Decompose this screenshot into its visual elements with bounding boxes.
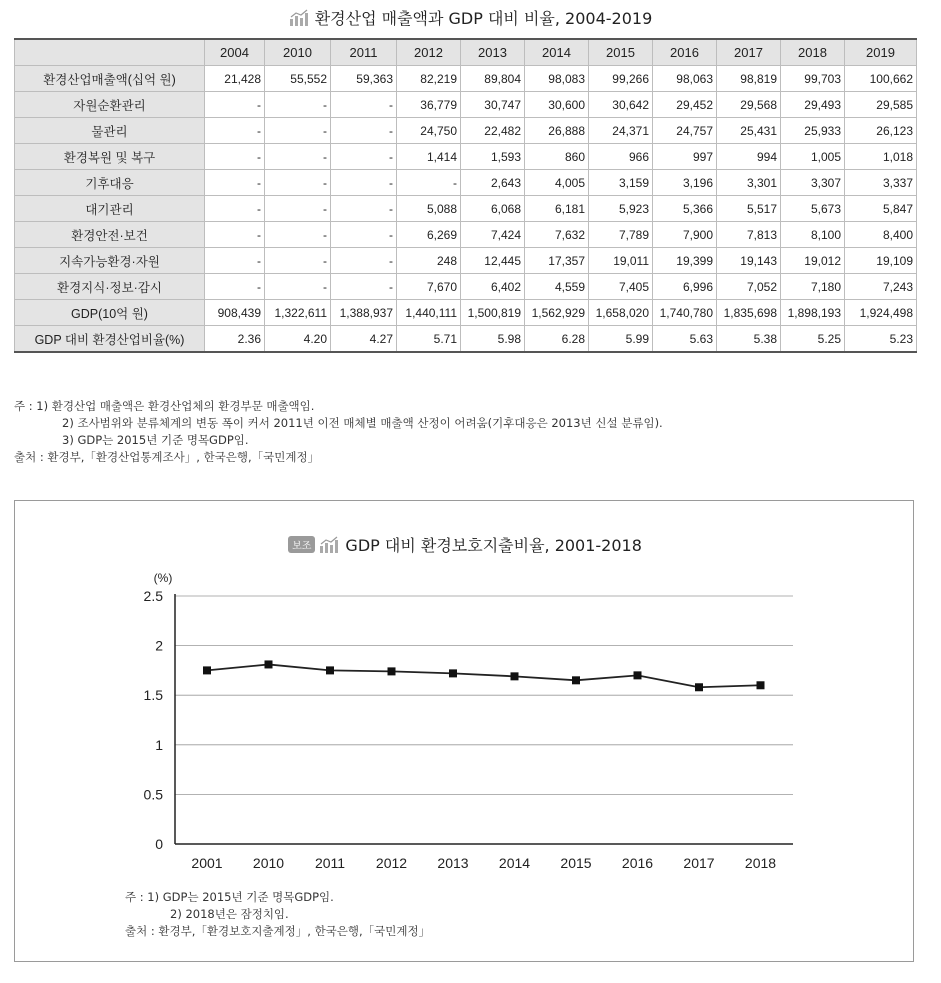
table-cell: 6,402 [461, 274, 525, 300]
table-cell: 6,996 [653, 274, 717, 300]
data-point [695, 683, 703, 691]
table-cell: 8,100 [781, 222, 845, 248]
row-label: 환경안전·보건 [15, 222, 205, 248]
table-cell: 1,322,611 [265, 300, 331, 326]
table-cell: - [331, 144, 397, 170]
data-point [511, 672, 519, 680]
row-label: GDP(10억 원) [15, 300, 205, 326]
table-cell: 7,670 [397, 274, 461, 300]
data-point [757, 681, 765, 689]
chart-note-line-2: 2) 2018년은 잠정치임. [170, 907, 289, 921]
table-cell: 30,642 [589, 92, 653, 118]
table-cell: 7,632 [525, 222, 589, 248]
series-line [207, 664, 761, 687]
table-cell: 1,740,780 [653, 300, 717, 326]
table-cell: 29,452 [653, 92, 717, 118]
table-cell: 30,747 [461, 92, 525, 118]
header-corner [15, 39, 205, 66]
row-label: 대기관리 [15, 196, 205, 222]
table-row [15, 92, 917, 118]
table-cell: 5,923 [589, 196, 653, 222]
table-cell: 2.36 [205, 326, 265, 353]
table-cell: 4,005 [525, 170, 589, 196]
table-cell: 5,517 [717, 196, 781, 222]
aux-badge: 보조 [288, 536, 315, 553]
table-notes [14, 398, 914, 466]
table-title [0, 6, 941, 31]
table-cell: 29,568 [717, 92, 781, 118]
header-year: 2018 [781, 39, 845, 66]
table-cell: - [331, 92, 397, 118]
header-year: 2004 [205, 39, 265, 66]
y-tick-label: 2 [155, 637, 163, 654]
table-cell: 19,143 [717, 248, 781, 274]
row-label: GDP 대비 환경산업비율(%) [15, 326, 205, 353]
table-cell: - [205, 196, 265, 222]
y-axis-unit: (%) [153, 571, 173, 585]
table-cell: - [265, 274, 331, 300]
x-tick-label: 2018 [744, 855, 777, 871]
table-cell: - [205, 222, 265, 248]
table-cell: 7,052 [717, 274, 781, 300]
table-row [15, 118, 917, 144]
table-cell: 7,900 [653, 222, 717, 248]
table-cell: - [331, 170, 397, 196]
y-tick-label: 0.5 [143, 786, 163, 803]
table-cell: 6,269 [397, 222, 461, 248]
table-cell: 1,414 [397, 144, 461, 170]
row-label: 환경복원 및 복구 [15, 144, 205, 170]
table-cell: 19,012 [781, 248, 845, 274]
row-label: 지속가능환경·자원 [15, 248, 205, 274]
x-tick-label: 2015 [560, 855, 592, 871]
table-cell: - [331, 222, 397, 248]
table-cell: 98,063 [653, 66, 717, 92]
table-cell: - [265, 248, 331, 274]
table-cell: 17,357 [525, 248, 589, 274]
data-point [265, 660, 273, 668]
table-cell: 3,307 [781, 170, 845, 196]
table-cell: 1,018 [845, 144, 917, 170]
header-year: 2014 [525, 39, 589, 66]
chart-note-source: 출처 : 환경부,「환경보호지출계정」, 한국은행,「국민계정」 [125, 924, 431, 938]
table-cell: 5.38 [717, 326, 781, 353]
row-label: 환경산업매출액(십억 원) [15, 66, 205, 92]
note-line-1: 주 : 1) 환경산업 매출액은 환경산업체의 환경부문 매출액임. [14, 399, 315, 413]
table-cell: 4,559 [525, 274, 589, 300]
header-year: 2017 [717, 39, 781, 66]
header-year: 2012 [397, 39, 461, 66]
table-cell: 8,400 [845, 222, 917, 248]
table-cell: 5.25 [781, 326, 845, 353]
table-cell: 7,424 [461, 222, 525, 248]
table-cell: 3,196 [653, 170, 717, 196]
data-point [634, 671, 642, 679]
table-cell: 24,757 [653, 118, 717, 144]
table-cell: 4.20 [265, 326, 331, 353]
table-cell: 22,482 [461, 118, 525, 144]
table-cell: 7,789 [589, 222, 653, 248]
table-row [15, 170, 917, 196]
table-cell: 19,399 [653, 248, 717, 274]
table-cell: - [397, 170, 461, 196]
table-cell: 26,123 [845, 118, 917, 144]
table-cell: 1,924,498 [845, 300, 917, 326]
table-cell: - [331, 248, 397, 274]
data-point [388, 667, 396, 675]
table-cell: 98,819 [717, 66, 781, 92]
table-cell: 5,088 [397, 196, 461, 222]
table-cell: 1,658,020 [589, 300, 653, 326]
x-tick-label: 2010 [252, 855, 285, 871]
x-tick-label: 2014 [498, 855, 531, 871]
data-table [14, 38, 917, 353]
y-tick-label: 1 [155, 736, 163, 753]
x-tick-label: 2016 [621, 855, 654, 871]
y-tick-label: 2.5 [143, 588, 163, 604]
data-point [449, 669, 457, 677]
row-label: 환경지식·정보·감시 [15, 274, 205, 300]
table-cell: - [205, 170, 265, 196]
table-cell: 12,445 [461, 248, 525, 274]
x-tick-label: 2017 [683, 855, 715, 871]
table-cell: 5.99 [589, 326, 653, 353]
table-body [15, 66, 917, 353]
bar-chart-icon [289, 9, 309, 31]
row-label: 물관리 [15, 118, 205, 144]
table-row [15, 326, 917, 353]
table-cell: 30,600 [525, 92, 589, 118]
table-cell: 24,371 [589, 118, 653, 144]
table-cell: 99,703 [781, 66, 845, 92]
header-year: 2015 [589, 39, 653, 66]
table-cell: 98,083 [525, 66, 589, 92]
table-cell: 99,266 [589, 66, 653, 92]
table-cell: 6,181 [525, 196, 589, 222]
table-row [15, 274, 917, 300]
table-cell: 89,804 [461, 66, 525, 92]
table-row [15, 300, 917, 326]
table-cell: - [265, 170, 331, 196]
table-cell: 908,439 [205, 300, 265, 326]
table-cell: 5.63 [653, 326, 717, 353]
row-label: 기후대응 [15, 170, 205, 196]
table-cell: 3,301 [717, 170, 781, 196]
note-source: 출처 : 환경부,「환경산업통계조사」, 한국은행,「국민계정」 [14, 450, 320, 464]
table-cell: 1,388,937 [331, 300, 397, 326]
table-cell: 1,440,111 [397, 300, 461, 326]
data-point [326, 666, 334, 674]
table-cell: - [205, 92, 265, 118]
table-cell: 1,562,929 [525, 300, 589, 326]
table-cell: 19,011 [589, 248, 653, 274]
table-cell: - [205, 118, 265, 144]
table-cell: 29,585 [845, 92, 917, 118]
table-cell: 7,405 [589, 274, 653, 300]
table-cell: 25,933 [781, 118, 845, 144]
table-cell: 5,366 [653, 196, 717, 222]
table-cell: - [265, 118, 331, 144]
header-year: 2019 [845, 39, 917, 66]
table-cell: - [331, 196, 397, 222]
table-cell: 966 [589, 144, 653, 170]
table-cell: 7,813 [717, 222, 781, 248]
table-cell: 100,662 [845, 66, 917, 92]
table-cell: - [205, 144, 265, 170]
x-tick-label: 2013 [437, 855, 469, 871]
table-row [15, 66, 917, 92]
header-year: 2016 [653, 39, 717, 66]
table-cell: 5.71 [397, 326, 461, 353]
table-cell: 24,750 [397, 118, 461, 144]
table-cell: 55,552 [265, 66, 331, 92]
table-cell: 994 [717, 144, 781, 170]
note-line-2: 2) 조사범위와 분류체계의 변동 폭이 커서 2011년 이전 매체별 매출액 산정이 어려움(기후대응은 2013년 신설 분류임). [62, 416, 663, 430]
x-tick-label: 2012 [375, 855, 408, 871]
table-cell: 5.23 [845, 326, 917, 353]
table-cell: 3,159 [589, 170, 653, 196]
table-cell: 3,337 [845, 170, 917, 196]
table-cell: 5.98 [461, 326, 525, 353]
table-row [15, 222, 917, 248]
table-header-row [15, 39, 917, 66]
table-cell: 59,363 [331, 66, 397, 92]
table-title-text: 환경산업 매출액과 GDP 대비 비율, 2004-2019 [314, 9, 653, 28]
table-cell: - [331, 118, 397, 144]
chart-title-text: GDP 대비 환경보호지출비율, 2001-2018 [345, 536, 642, 555]
table-cell: 1,500,819 [461, 300, 525, 326]
table-cell: 1,005 [781, 144, 845, 170]
table-cell: 21,428 [205, 66, 265, 92]
table-cell: - [265, 144, 331, 170]
table-cell: 248 [397, 248, 461, 274]
table-cell: - [205, 248, 265, 274]
header-year: 2011 [331, 39, 397, 66]
table-cell: 1,898,193 [781, 300, 845, 326]
x-tick-label: 2001 [191, 855, 223, 871]
table-cell: - [265, 92, 331, 118]
header-year: 2013 [461, 39, 525, 66]
table-cell: 7,243 [845, 274, 917, 300]
table-cell: - [331, 274, 397, 300]
table-cell: 26,888 [525, 118, 589, 144]
table-cell: 1,593 [461, 144, 525, 170]
table-cell: 19,109 [845, 248, 917, 274]
line-chart [15, 501, 915, 891]
table-cell: - [265, 196, 331, 222]
table-row [15, 248, 917, 274]
chart-panel [14, 500, 914, 962]
table-cell: 7,180 [781, 274, 845, 300]
table-cell: 6.28 [525, 326, 589, 353]
table-cell: 5,673 [781, 196, 845, 222]
table-cell: 997 [653, 144, 717, 170]
table-cell: - [265, 222, 331, 248]
table-cell: 29,493 [781, 92, 845, 118]
table-cell: 25,431 [717, 118, 781, 144]
table-cell: 5,847 [845, 196, 917, 222]
chart-notes [125, 889, 430, 940]
data-point [572, 676, 580, 684]
table-cell: 1,835,698 [717, 300, 781, 326]
chart-note-line-1: 주 : 1) GDP는 2015년 기준 명목GDP임. [125, 890, 334, 904]
data-point [203, 666, 211, 674]
header-year: 2010 [265, 39, 331, 66]
table-cell: 36,779 [397, 92, 461, 118]
table-cell: 4.27 [331, 326, 397, 353]
table-cell: 82,219 [397, 66, 461, 92]
x-tick-label: 2011 [314, 855, 346, 871]
y-tick-label: 0 [155, 836, 163, 852]
table-row [15, 196, 917, 222]
table-cell: 860 [525, 144, 589, 170]
row-label: 자원순환관리 [15, 92, 205, 118]
table-cell: - [205, 274, 265, 300]
table-cell: 6,068 [461, 196, 525, 222]
table-row [15, 144, 917, 170]
note-line-3: 3) GDP는 2015년 기준 명목GDP임. [62, 433, 249, 447]
table-cell: 2,643 [461, 170, 525, 196]
y-tick-label: 1.5 [143, 687, 163, 704]
